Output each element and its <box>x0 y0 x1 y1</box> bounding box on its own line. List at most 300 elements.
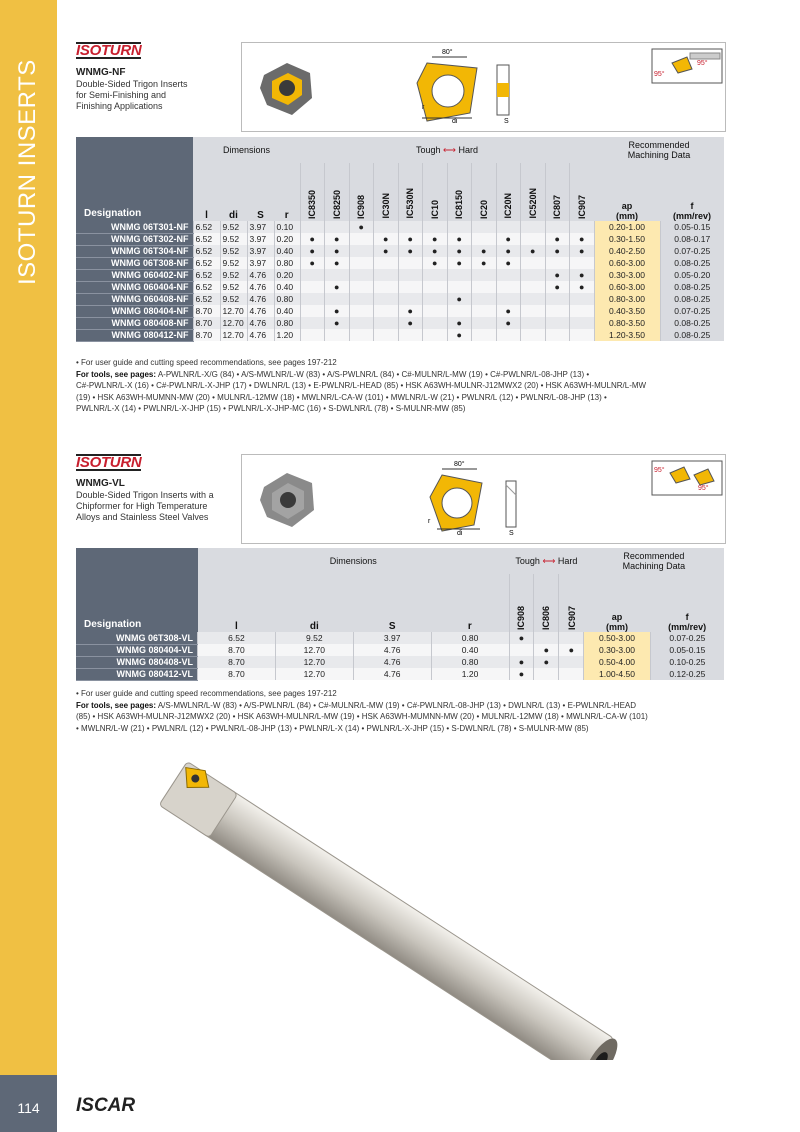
dim-r-cell: 0.40 <box>274 281 300 293</box>
spec-table-vl <box>76 548 724 681</box>
insert-drawing-panel-nf <box>241 42 726 132</box>
grade-cell <box>472 293 497 305</box>
product-name-vl: WNMG-VL <box>76 478 125 489</box>
insert-photo-vl <box>260 473 314 527</box>
dim-s-cell: 4.76 <box>247 269 274 281</box>
ap-cell: 0.80-3.00 <box>594 293 660 305</box>
grade-cell <box>521 233 546 245</box>
dim-r-cell: 0.40 <box>274 245 300 257</box>
grade-cell <box>300 281 325 293</box>
grade-cell <box>349 281 374 293</box>
dim-s-cell: 3.97 <box>247 245 274 257</box>
ap-cell: 1.00-4.50 <box>584 668 650 680</box>
ap-cell: 0.50-3.00 <box>584 632 650 644</box>
grade-cell: ● <box>300 245 325 257</box>
ap-cell: 0.40-3.50 <box>594 305 660 317</box>
vl-f-header: f (mm/rev) <box>650 574 724 632</box>
grade-cell <box>423 281 448 293</box>
grade-cell: ● <box>349 221 374 233</box>
dim-s-cell: 3.97 <box>353 632 431 644</box>
dim-r-cell: 0.80 <box>431 632 509 644</box>
grade-cell <box>472 281 497 293</box>
dim-di-cell: 12.70 <box>275 656 353 668</box>
dim-s-cell: 4.76 <box>247 281 274 293</box>
trigon-shape-drawing-vl <box>430 469 482 531</box>
dim-di-cell: 9.52 <box>220 257 247 269</box>
nf-col-s: S <box>247 163 274 221</box>
grade-cell: ● <box>447 257 472 269</box>
dim-l-cell: 6.52 <box>193 233 220 245</box>
grade-cell: ● <box>534 644 559 656</box>
grade-cell: ● <box>374 233 399 245</box>
designation-cell: WNMG 060408-NF <box>76 293 193 305</box>
r-label-vl: r <box>428 518 431 525</box>
grade-cell <box>447 221 472 233</box>
nf-designation-header: Designation <box>76 137 193 221</box>
dim-l-cell: 6.52 <box>193 281 220 293</box>
dim-r-cell: 0.80 <box>274 293 300 305</box>
grade-cell: ● <box>545 281 570 293</box>
product-description-nf: Double-Sided Trigon Inserts for Semi-Finishing and Finishing Applications <box>76 79 188 111</box>
grade-cell: ● <box>447 233 472 245</box>
sidebar <box>0 0 57 1132</box>
grade-cell: ● <box>472 245 497 257</box>
grade-cell <box>509 644 534 656</box>
r-label: r <box>422 104 425 111</box>
page-number: 114 <box>17 1100 40 1116</box>
grade-cell <box>559 632 584 644</box>
dim-s-cell: 4.76 <box>247 305 274 317</box>
designation-cell: WNMG 080404-NF <box>76 305 193 317</box>
svg-text:95°: 95° <box>654 467 665 474</box>
grade-cell <box>300 305 325 317</box>
nf-grade-header: IC20N <box>496 163 521 221</box>
grade-cell <box>534 632 559 644</box>
grade-cell: ● <box>545 233 570 245</box>
tough-hard-header-vl: Tough ⟷ Hard <box>509 548 584 574</box>
ap-cell: 0.20-1.00 <box>594 221 660 233</box>
f-cell: 0.08-0.25 <box>660 257 724 269</box>
f-cell: 0.08-0.25 <box>660 281 724 293</box>
grade-cell <box>521 269 546 281</box>
grade-cell: ● <box>570 245 595 257</box>
table-row <box>76 644 724 656</box>
nf-ap-header: ap (mm) <box>594 163 660 221</box>
f-cell: 0.08-0.25 <box>660 329 724 341</box>
grade-cell <box>472 317 497 329</box>
grade-cell <box>472 269 497 281</box>
boring-bar-photo <box>150 760 650 1060</box>
dim-r-cell: 0.10 <box>274 221 300 233</box>
dim-l-cell: 8.70 <box>193 329 220 341</box>
ap-cell: 0.30-3.00 <box>594 269 660 281</box>
grade-cell <box>374 221 399 233</box>
vl-col-di: di <box>275 574 353 632</box>
table-row <box>76 269 724 281</box>
table-row <box>76 329 724 341</box>
grade-cell <box>349 269 374 281</box>
grade-cell: ● <box>496 245 521 257</box>
dim-s-cell: 3.97 <box>247 221 274 233</box>
grade-cell: ● <box>300 233 325 245</box>
grade-cell <box>496 293 521 305</box>
grade-cell <box>521 293 546 305</box>
grade-cell <box>349 305 374 317</box>
grade-cell <box>472 329 497 341</box>
dim-l-cell: 6.52 <box>193 257 220 269</box>
dim-di-cell: 9.52 <box>220 269 247 281</box>
dim-di-cell: 9.52 <box>220 281 247 293</box>
angle-label: 80° <box>442 49 453 56</box>
footer-brand: ISCAR <box>76 1095 136 1116</box>
dim-s-cell: 4.76 <box>247 293 274 305</box>
designation-cell: WNMG 080408-NF <box>76 317 193 329</box>
grade-cell: ● <box>325 245 350 257</box>
grade-cell <box>496 281 521 293</box>
grade-cell: ● <box>496 305 521 317</box>
product-name-nf: WNMG-NF <box>76 67 126 78</box>
dim-l-cell: 6.52 <box>193 221 220 233</box>
grade-cell: ● <box>447 329 472 341</box>
ap-cell: 0.80-3.50 <box>594 317 660 329</box>
table-row <box>76 668 724 680</box>
grade-cell <box>472 233 497 245</box>
table-row <box>76 632 724 644</box>
nf-grade-header: IC8250 <box>325 163 350 221</box>
dim-r-cell: 0.80 <box>274 257 300 269</box>
svg-text:95°: 95° <box>654 71 665 78</box>
grade-cell <box>398 281 423 293</box>
grade-cell: ● <box>325 281 350 293</box>
ap-cell: 0.50-4.00 <box>584 656 650 668</box>
nf-grade-header: IC907 <box>570 163 595 221</box>
f-cell: 0.05-0.20 <box>660 269 724 281</box>
grade-cell: ● <box>545 245 570 257</box>
vl-grade-header: IC907 <box>559 574 584 632</box>
grade-cell: ● <box>545 269 570 281</box>
dim-s-cell: 4.76 <box>353 644 431 656</box>
grade-cell <box>423 329 448 341</box>
grade-cell: ● <box>423 257 448 269</box>
dim-l-cell: 8.70 <box>193 305 220 317</box>
designation-cell: WNMG 06T301-NF <box>76 221 193 233</box>
dim-s-cell: 3.97 <box>247 233 274 245</box>
designation-cell: WNMG 080408-VL <box>76 656 198 668</box>
grade-cell <box>521 317 546 329</box>
insert-drawings-vl <box>242 455 725 543</box>
table-row <box>76 305 724 317</box>
dim-r-cell: 0.20 <box>274 269 300 281</box>
grade-cell: ● <box>398 245 423 257</box>
grade-cell: ● <box>325 317 350 329</box>
grade-cell <box>325 269 350 281</box>
grade-cell <box>300 221 325 233</box>
grade-cell <box>325 221 350 233</box>
nf-grade-header: IC10 <box>423 163 448 221</box>
dim-l-cell: 8.70 <box>193 317 220 329</box>
product-description-vl: Double-Sided Trigon Inserts with a Chipformer for High Temperature Alloys and Stainless Steel Valves <box>76 490 214 522</box>
designation-cell: WNMG 06T308-NF <box>76 257 193 269</box>
s-label: S <box>504 118 509 125</box>
f-cell: 0.07-0.25 <box>660 245 724 257</box>
tough-hard-header: Tough ⟷ Hard <box>300 137 594 163</box>
grade-cell <box>534 668 559 680</box>
dim-r-cell: 0.20 <box>274 233 300 245</box>
di-label: di <box>452 118 458 125</box>
dim-di-cell: 12.70 <box>220 329 247 341</box>
dimensions-header-vl: Dimensions <box>198 548 510 574</box>
grade-cell <box>349 245 374 257</box>
s-label-vl: S <box>509 530 514 537</box>
dim-di-cell: 9.52 <box>220 233 247 245</box>
nf-grade-header: IC30N <box>374 163 399 221</box>
grade-cell <box>570 257 595 269</box>
grade-cell: ● <box>325 233 350 245</box>
svg-text:95°: 95° <box>698 485 709 492</box>
grade-cell <box>545 305 570 317</box>
ap-cell: 0.30-1.50 <box>594 233 660 245</box>
grade-cell <box>398 293 423 305</box>
grade-cell <box>447 281 472 293</box>
table-row <box>76 257 724 269</box>
grade-cell: ● <box>521 245 546 257</box>
grade-cell <box>374 305 399 317</box>
ap-cell: 0.40-2.50 <box>594 245 660 257</box>
grade-cell <box>447 269 472 281</box>
f-cell: 0.08-0.17 <box>660 233 724 245</box>
nf-grade-header: IC520N <box>521 163 546 221</box>
f-cell: 0.10-0.25 <box>650 656 724 668</box>
grade-cell: ● <box>300 257 325 269</box>
grade-cell <box>521 257 546 269</box>
grade-cell <box>374 257 399 269</box>
grade-cell <box>398 221 423 233</box>
grade-cell: ● <box>447 245 472 257</box>
nf-col-r: r <box>274 163 300 221</box>
grade-cell <box>521 281 546 293</box>
grade-cell: ● <box>447 317 472 329</box>
dim-s-cell: 3.97 <box>247 257 274 269</box>
f-cell: 0.07-0.25 <box>660 305 724 317</box>
grade-cell <box>423 293 448 305</box>
grade-cell: ● <box>374 245 399 257</box>
table-row <box>76 317 724 329</box>
grade-cell <box>559 656 584 668</box>
dim-l-cell: 8.70 <box>198 656 276 668</box>
grade-cell: ● <box>325 305 350 317</box>
table-row <box>76 233 724 245</box>
table-row <box>76 293 724 305</box>
grade-cell: ● <box>496 233 521 245</box>
notes-vl: • For user guide and cutting speed recommendations, see pages 197-212 For tools, see pages: A/S-MWLNR/L-W (83) • A/S-PWLNR/L (84) • C#-MULNR/L-MW (19) • C#-PWLNR/L-08-JHP (13) • DWLNR/L (13) • E-PWLNR/L-HEAD (85) • HSK A63WH-MULNR-J12MWX2 (20) • HSK A63WH-MULNR/L-MW (19) • HSK A63WH-MUMNN-MW (20) • MULNR/L-12MW (18) • MWLNR/L-CA-W (101) • MWLNR/L-W (21) • PWLNR/L (12) • PWLNR/L-08-JHP (13) • PWLNR/L-X (14) • PWLNR/L-X-JHP (15) • S-DWLNR/L (78) • S-MULNR-MW (85) <box>76 689 648 733</box>
grade-cell: ● <box>559 644 584 656</box>
vl-grade-header: IC806 <box>534 574 559 632</box>
f-cell: 0.05-0.15 <box>660 221 724 233</box>
grade-cell <box>559 668 584 680</box>
vl-col-l: l <box>198 574 276 632</box>
grade-cell: ● <box>570 233 595 245</box>
grade-cell: ● <box>496 257 521 269</box>
dim-r-cell: 0.40 <box>274 305 300 317</box>
grade-cell <box>545 257 570 269</box>
angle-label-vl: 80° <box>454 461 465 468</box>
ap-cell: 1.20-3.50 <box>594 329 660 341</box>
designation-cell: WNMG 06T302-NF <box>76 233 193 245</box>
grade-cell: ● <box>570 281 595 293</box>
nf-grade-header: IC807 <box>545 163 570 221</box>
grade-cell <box>472 221 497 233</box>
grade-cell <box>521 329 546 341</box>
recommended-header: Recommended Machining Data <box>594 137 724 163</box>
grade-cell: ● <box>447 293 472 305</box>
grade-cell <box>570 317 595 329</box>
grade-cell <box>472 305 497 317</box>
nf-grade-header: IC8350 <box>300 163 325 221</box>
grade-cell: ● <box>325 257 350 269</box>
dim-s-cell: 4.76 <box>247 317 274 329</box>
grade-cell <box>398 329 423 341</box>
dim-s-cell: 4.76 <box>247 329 274 341</box>
dim-di-cell: 9.52 <box>220 245 247 257</box>
grade-cell: ● <box>509 656 534 668</box>
dim-l-cell: 6.52 <box>193 293 220 305</box>
isoturn-logo-2: ISOTURN <box>76 454 142 471</box>
dimensions-header: Dimensions <box>193 137 300 163</box>
grade-cell <box>570 305 595 317</box>
designation-cell: WNMG 080404-VL <box>76 644 198 656</box>
grade-cell <box>521 221 546 233</box>
designation-cell: WNMG 06T308-VL <box>76 632 198 644</box>
grade-cell <box>423 317 448 329</box>
grade-cell <box>570 293 595 305</box>
grade-cell <box>349 233 374 245</box>
grade-cell <box>374 317 399 329</box>
f-cell: 0.05-0.15 <box>650 644 724 656</box>
grade-cell <box>545 221 570 233</box>
grade-cell: ● <box>398 305 423 317</box>
grade-cell: ● <box>423 245 448 257</box>
dim-r-cell: 1.20 <box>431 668 509 680</box>
grade-cell <box>300 269 325 281</box>
designation-cell: WNMG 060404-NF <box>76 281 193 293</box>
grade-cell <box>545 329 570 341</box>
isoturn-logo: ISOTURN <box>76 42 142 59</box>
dim-l-cell: 6.52 <box>193 269 220 281</box>
dim-di-cell: 9.52 <box>220 221 247 233</box>
nf-grade-header: IC8150 <box>447 163 472 221</box>
grade-cell <box>349 257 374 269</box>
ap-cell: 0.60-3.00 <box>594 257 660 269</box>
grade-cell <box>545 293 570 305</box>
insert-drawing-panel-vl <box>241 454 726 544</box>
grade-cell <box>300 317 325 329</box>
nf-f-header: f (mm/rev) <box>660 163 724 221</box>
grade-cell <box>423 305 448 317</box>
insert-photo-nf <box>260 63 312 115</box>
grade-cell <box>374 281 399 293</box>
grade-cell <box>496 221 521 233</box>
dim-r-cell: 1.20 <box>274 329 300 341</box>
grade-cell <box>521 305 546 317</box>
ap-cell: 0.60-3.00 <box>594 281 660 293</box>
ap-cell: 0.30-3.00 <box>584 644 650 656</box>
grade-cell <box>374 293 399 305</box>
dim-di-cell: 12.70 <box>275 644 353 656</box>
grade-cell <box>570 221 595 233</box>
grade-cell: ● <box>496 317 521 329</box>
designation-cell: WNMG 06T304-NF <box>76 245 193 257</box>
designation-cell: WNMG 080412-VL <box>76 668 198 680</box>
designation-cell: WNMG 060402-NF <box>76 269 193 281</box>
grade-cell <box>570 329 595 341</box>
dim-l-cell: 6.52 <box>193 245 220 257</box>
section-title: ISOTURN INSERTS <box>14 59 41 285</box>
grade-cell: ● <box>534 656 559 668</box>
f-cell: 0.08-0.25 <box>660 293 724 305</box>
grade-cell <box>496 329 521 341</box>
grade-cell <box>325 329 350 341</box>
spec-table-nf <box>76 137 724 342</box>
notes-nf: • For user guide and cutting speed recommendations, see pages 197-212 For tools, see pages: A-PWLNR/L-X/G (84) • A/S-MWLNR/L-W (83) • A/S-PWLNR/L (84) • C#-MULNR/L-MW (19) • C#-PWLNR/L-08-JHP (13) • C#-PWLNR/L-X (16) • C#-PWLNR/L-X-JHP (17) • DWLNR/L (13) • E-PWLNR/L-HEAD (85) • HSK A63WH-MULNR-J12MWX2 (20) • HSK A63WH-MULNR/L-MW (19) • HSK A63WH-MUMNN-MW (20) • MULNR/L-12MW (18) • MWLNR/L-CA-W (101) • MWLNR/L-W (21) • PWLNR/L (12) • PWLNR/L-08-JHP (13) • PWLNR/L-X (14) • PWLNR/L-X-JHP (15) • PWLNR/L-X-JHP-MC (16) • S-DWLNR/L (78) • S-MULNR-MW (85) <box>76 358 647 413</box>
grade-cell <box>349 329 374 341</box>
grade-cell <box>398 257 423 269</box>
table-row <box>76 245 724 257</box>
grade-cell: ● <box>570 269 595 281</box>
grade-cell: ● <box>509 668 534 680</box>
grade-cell <box>349 293 374 305</box>
dim-l-cell: 8.70 <box>198 668 276 680</box>
recommended-header-vl: Recommended Machining Data <box>584 548 724 574</box>
vl-designation-header: Designation <box>76 548 198 632</box>
grade-cell <box>423 221 448 233</box>
grade-cell: ● <box>472 257 497 269</box>
grade-cell <box>496 269 521 281</box>
table-row <box>76 221 724 233</box>
dim-di-cell: 12.70 <box>220 305 247 317</box>
dim-l-cell: 6.52 <box>198 632 276 644</box>
dim-di-cell: 12.70 <box>220 317 247 329</box>
vl-ap-header: ap (mm) <box>584 574 650 632</box>
side-view-drawing-vl <box>506 481 516 527</box>
trigon-shape-drawing <box>417 57 477 121</box>
grade-cell <box>374 269 399 281</box>
dim-r-cell: 0.80 <box>274 317 300 329</box>
dim-r-cell: 0.40 <box>431 644 509 656</box>
grade-cell <box>300 293 325 305</box>
nf-col-l: l <box>193 163 220 221</box>
designation-cell: WNMG 080412-NF <box>76 329 193 341</box>
grade-cell <box>545 317 570 329</box>
grade-cell <box>423 269 448 281</box>
vl-grade-header: IC908 <box>509 574 534 632</box>
vl-col-r: r <box>431 574 509 632</box>
dim-r-cell: 0.80 <box>431 656 509 668</box>
nf-grade-header: IC20 <box>472 163 497 221</box>
f-cell: 0.12-0.25 <box>650 668 724 680</box>
dim-di-cell: 9.52 <box>220 293 247 305</box>
grade-cell <box>325 293 350 305</box>
dim-l-cell: 8.70 <box>198 644 276 656</box>
dim-s-cell: 4.76 <box>353 668 431 680</box>
grade-cell <box>374 329 399 341</box>
dim-s-cell: 4.76 <box>353 656 431 668</box>
table-row <box>76 656 724 668</box>
di-label-vl: di <box>457 530 463 537</box>
nf-col-di: di <box>220 163 247 221</box>
f-cell: 0.07-0.25 <box>650 632 724 644</box>
f-cell: 0.08-0.25 <box>660 317 724 329</box>
nf-grade-header: IC908 <box>349 163 374 221</box>
